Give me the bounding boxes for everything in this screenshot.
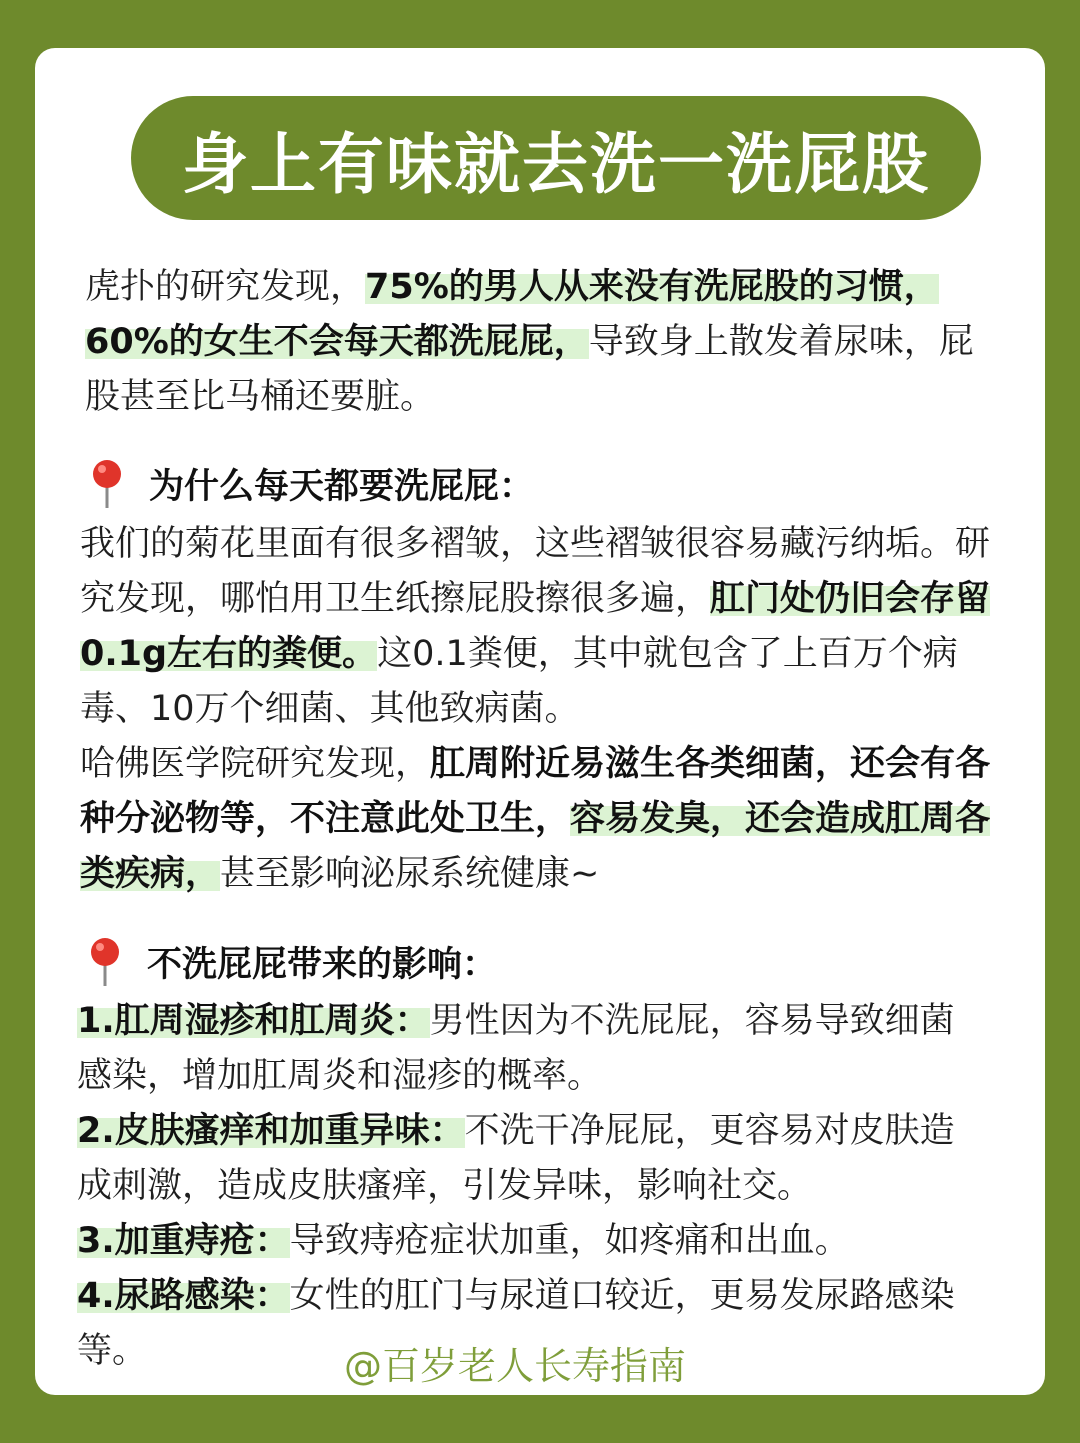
pushpin-icon	[87, 458, 127, 510]
section1-text-2: 这0.1粪便，其中就包含了上百万个病毒、10万个细菌、其他致病菌。	[80, 634, 958, 729]
section2-heading	[85, 936, 497, 988]
content-card	[35, 48, 1045, 1395]
section1-highlight: 肛门处仍旧会存留0.1g左右的粪便。	[80, 579, 991, 674]
pushpin-icon	[85, 936, 125, 988]
list-item-label: 4.尿路感染：	[77, 1276, 290, 1316]
section1-bold: 肛周附近易滋生各类细菌，还会有各种分泌物等，不注意此处卫生，	[80, 744, 991, 839]
section1-text-4: 甚至影响泌尿系统健康~	[220, 854, 600, 894]
list-item-text: 导致痔疮症状加重，如疼痛和出血。	[289, 1221, 850, 1261]
intro-highlight: 75%的男人从来没有洗屁股的习惯，60%的女生不会每天都洗屁屁，	[85, 267, 939, 362]
section1-title: 为什么每天都要洗屁屁：	[149, 467, 535, 507]
section1-body	[80, 517, 1000, 902]
list-item	[77, 1214, 982, 1269]
watermark: @百岁老人长寿指南	[344, 1344, 687, 1388]
intro-paragraph	[85, 260, 995, 425]
list-item-text: 男性因为不洗屁屁，容易导致细菌感染，增加肛周炎和湿疹的概率。	[77, 1001, 955, 1096]
section1-highlight-2: 容易发臭，还会造成肛周各类疾病，	[80, 799, 991, 894]
section1-text-3: 哈佛医学院研究发现，	[80, 744, 431, 784]
list-item	[77, 1104, 982, 1214]
list-item-label: 3.加重痔疮：	[77, 1221, 290, 1261]
section1-text: 我们的菊花里面有很多褶皱，这些褶皱很容易藏污纳垢。研究发现，哪怕用卫生纸擦屁股擦很多遍，	[80, 524, 991, 619]
list-item-text: 女性的肛门与尿道口较近，更易发尿路感染等。	[77, 1276, 955, 1371]
intro-text-2: 导致身上散发着尿味，屁股甚至比马桶还要脏。	[85, 322, 974, 417]
list-item-label: 2.皮肤瘙痒和加重异味：	[77, 1111, 465, 1151]
section1-heading	[87, 458, 534, 510]
section2-title: 不洗屁屁带来的影响：	[147, 945, 498, 985]
section2-list	[77, 994, 982, 1379]
list-item-label: 1.肛周湿疹和肛周炎：	[77, 1001, 430, 1041]
list-item	[77, 994, 982, 1104]
title-banner	[131, 96, 981, 220]
intro-text: 虎扑的研究发现，	[85, 267, 366, 307]
list-item-text: 不洗干净屁屁，更容易对皮肤造成刺激，造成皮肤瘙痒，引发异味，影响社交。	[77, 1111, 955, 1206]
page-title: 身上有味就去洗一洗屁股	[182, 125, 930, 203]
